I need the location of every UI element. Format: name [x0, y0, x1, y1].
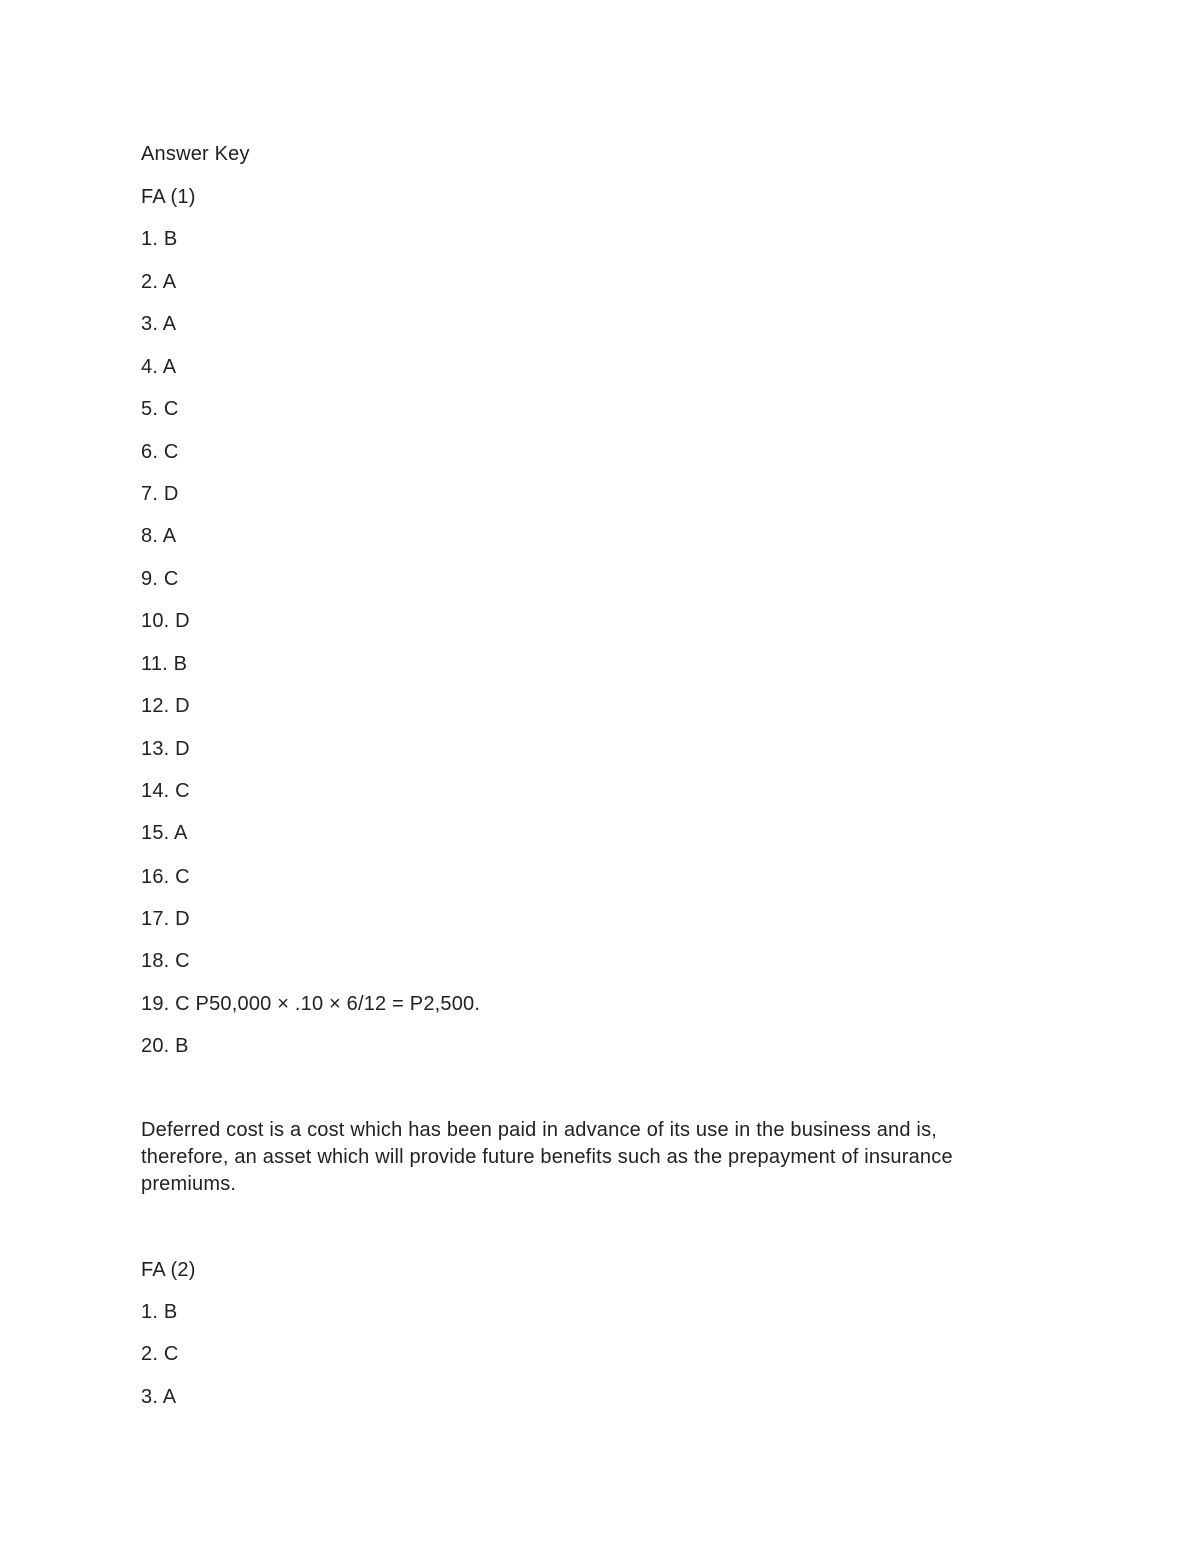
answer-item: 4. A: [141, 356, 177, 378]
answer-item: 9. C: [141, 568, 179, 590]
deferred-cost-note: Deferred cost is a cost which has been paid in advance of its use in the business and is, therefore, an asset which will provide future benefits such as the prepayment of insurance premiums.: [141, 1119, 953, 1195]
answer-item: 13. D: [141, 738, 190, 760]
answer-item: 3. A: [141, 1386, 177, 1408]
answer-item: 2. A: [141, 271, 177, 293]
answer-item-with-calculation: 19. C P50,000 × .10 × 6/12 = P2,500.: [141, 993, 481, 1015]
answer-item: 8. A: [141, 525, 177, 547]
answer-item: 20. B: [141, 1035, 189, 1057]
answer-item: 15. A: [141, 822, 188, 844]
answer-item: 12. D: [141, 695, 190, 717]
answer-item: 6. C: [141, 441, 179, 463]
answer-item: 5. C: [141, 398, 179, 420]
answer-item: 3. A: [141, 313, 177, 335]
answer-item: 14. C: [141, 780, 190, 802]
answer-item: 18. C: [141, 950, 190, 972]
section-heading-fa2: FA (2): [141, 1259, 196, 1281]
section-heading-fa1: FA (1): [141, 186, 196, 208]
answer-item: 11. B: [141, 653, 188, 675]
answer-item: 1. B: [141, 1301, 178, 1323]
answer-item: 7. D: [141, 483, 179, 505]
answer-item: 10. D: [141, 610, 190, 632]
answer-item: 17. D: [141, 908, 190, 930]
answer-item: 16. C: [141, 866, 190, 888]
answer-item: 2. C: [141, 1343, 179, 1365]
document-title: Answer Key: [141, 143, 250, 165]
answer-item: 1. B: [141, 228, 178, 250]
